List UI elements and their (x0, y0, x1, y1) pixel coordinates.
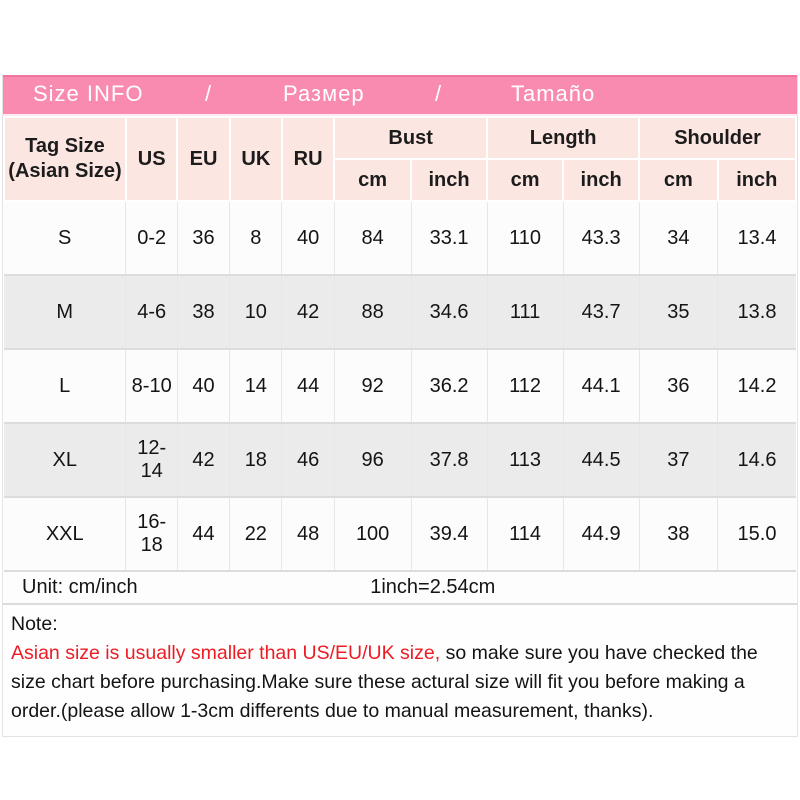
size-cell: 34 (639, 201, 717, 275)
size-row-l (4, 349, 796, 423)
col-header-us: US (126, 117, 177, 201)
col-header-shoulder-inch: inch (718, 159, 796, 201)
size-chart (2, 75, 798, 737)
size-cell: 13.8 (718, 275, 796, 349)
size-cell: 8-10 (126, 349, 177, 423)
col-header-shoulder: Shoulder (639, 117, 796, 159)
size-cell: 43.7 (563, 275, 639, 349)
table-body (4, 201, 796, 603)
tag-size-line2: (Asian Size) (8, 160, 122, 182)
size-cell: 16-18 (126, 497, 177, 571)
size-cell: 33.1 (411, 201, 487, 275)
size-cell: 12-14 (126, 423, 177, 497)
note-body (11, 639, 789, 726)
tag-size-line1: Tag Size (25, 135, 105, 157)
size-cell: 38 (639, 497, 717, 571)
size-table (3, 116, 797, 603)
size-cell: 92 (334, 349, 411, 423)
size-cell: 113 (487, 423, 563, 497)
col-header-length: Length (487, 117, 639, 159)
banner-separator: / (205, 81, 213, 106)
size-row-xxl (4, 497, 796, 571)
size-cell: 0-2 (126, 201, 177, 275)
size-cell: 112 (487, 349, 563, 423)
note-warning-rest: so make sure you have checked the size chart before purchasing.Make sure these actural size will fit you before making a order.(please allow 1-3cm differents due to manual measurement, thanks). (11, 642, 758, 722)
size-cell: 110 (487, 201, 563, 275)
col-header-uk: UK (230, 117, 282, 201)
banner (3, 75, 797, 116)
size-cell: 38 (177, 275, 229, 349)
size-cell: 22 (230, 497, 282, 571)
inch-conversion: 1inch=2.54cm (334, 571, 796, 603)
tag-size-cell: XXL (4, 497, 126, 571)
size-cell: 8 (230, 201, 282, 275)
size-cell: 114 (487, 497, 563, 571)
size-row-s (4, 201, 796, 275)
header-row-groups (4, 117, 796, 159)
note-section (3, 603, 797, 736)
size-cell: 14 (230, 349, 282, 423)
tag-size-cell: M (4, 275, 126, 349)
size-cell: 44.5 (563, 423, 639, 497)
size-cell: 48 (282, 497, 334, 571)
size-cell: 10 (230, 275, 282, 349)
banner-separator: / (435, 81, 443, 106)
size-cell: 44.9 (563, 497, 639, 571)
banner-title-ru: Размер (283, 81, 365, 106)
size-cell: 18 (230, 423, 282, 497)
size-cell: 37.8 (411, 423, 487, 497)
col-header-eu: EU (177, 117, 229, 201)
size-cell: 13.4 (718, 201, 796, 275)
size-cell: 40 (177, 349, 229, 423)
col-header-ru: RU (282, 117, 334, 201)
size-cell: 34.6 (411, 275, 487, 349)
note-heading: Note: (11, 613, 58, 635)
unit-row (4, 571, 796, 603)
col-header-bust: Bust (334, 117, 487, 159)
size-cell: 100 (334, 497, 411, 571)
col-header-length-cm: cm (487, 159, 563, 201)
size-cell: 44 (282, 349, 334, 423)
banner-title-es: Tamaño (511, 81, 596, 106)
unit-label: Unit: cm/inch (4, 571, 334, 603)
size-cell: 44.1 (563, 349, 639, 423)
tag-size-cell: L (4, 349, 126, 423)
size-cell: 36 (639, 349, 717, 423)
size-cell: 14.6 (718, 423, 796, 497)
tag-size-cell: S (4, 201, 126, 275)
size-cell: 36.2 (411, 349, 487, 423)
size-cell: 35 (639, 275, 717, 349)
size-cell: 96 (334, 423, 411, 497)
size-cell: 88 (334, 275, 411, 349)
size-cell: 111 (487, 275, 563, 349)
tag-size-cell: XL (4, 423, 126, 497)
size-cell: 46 (282, 423, 334, 497)
size-cell: 15.0 (718, 497, 796, 571)
size-row-m (4, 275, 796, 349)
size-cell: 37 (639, 423, 717, 497)
table-header (4, 117, 796, 201)
col-header-bust-inch: inch (411, 159, 487, 201)
size-cell: 43.3 (563, 201, 639, 275)
size-cell: 42 (282, 275, 334, 349)
col-header-tag-size (4, 117, 126, 201)
size-cell: 39.4 (411, 497, 487, 571)
size-cell: 84 (334, 201, 411, 275)
size-cell: 4-6 (126, 275, 177, 349)
size-cell: 14.2 (718, 349, 796, 423)
note-warning-red: Asian size is usually smaller than US/EU/UK size, (11, 642, 441, 664)
size-cell: 40 (282, 201, 334, 275)
size-row-xl (4, 423, 796, 497)
col-header-length-inch: inch (563, 159, 639, 201)
banner-title-en: Size INFO (33, 81, 144, 106)
size-cell: 42 (177, 423, 229, 497)
col-header-shoulder-cm: cm (639, 159, 717, 201)
col-header-bust-cm: cm (334, 159, 411, 201)
size-cell: 44 (177, 497, 229, 571)
size-cell: 36 (177, 201, 229, 275)
